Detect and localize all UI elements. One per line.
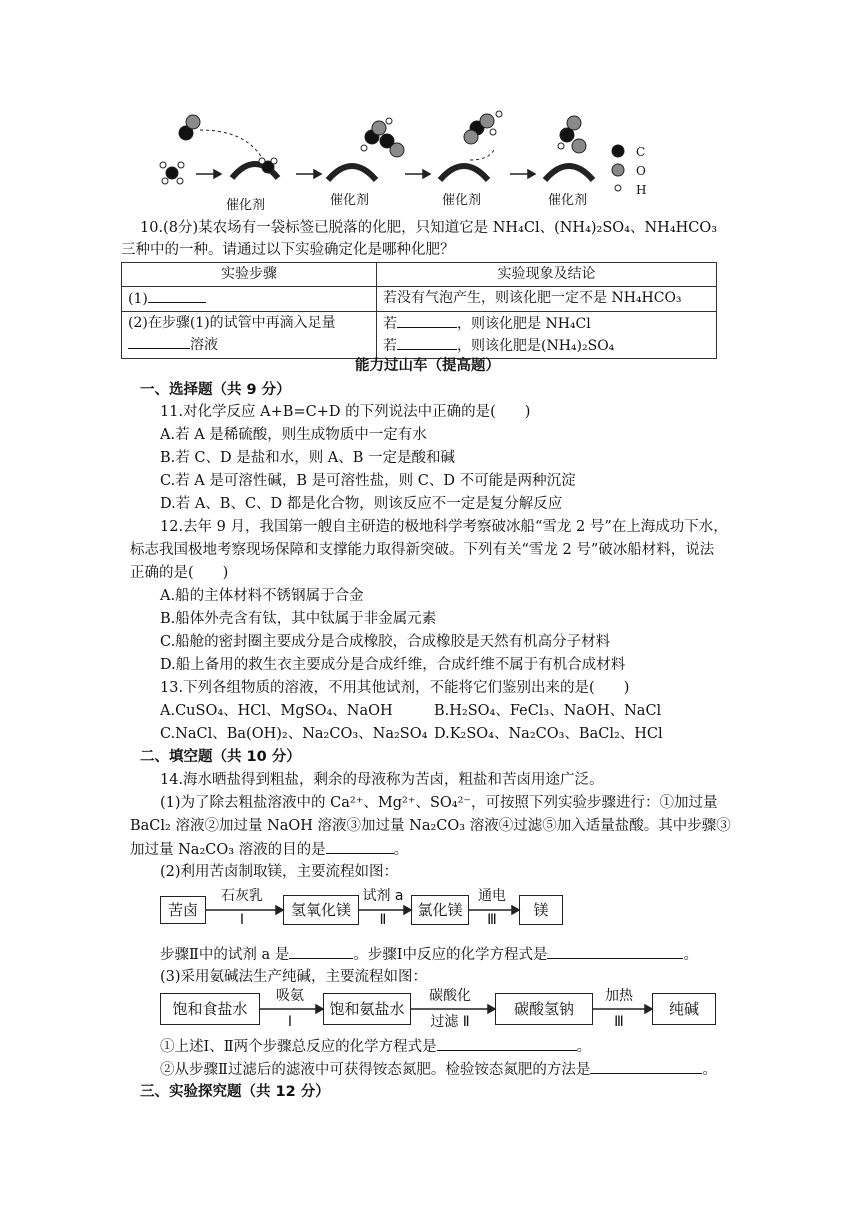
flow1-box-mg-hydroxide: 氢氧化镁	[283, 895, 359, 925]
q13-option-a: A.CuSO₄、HCl、MgSO₄、NaOH	[160, 703, 393, 719]
q13-option-c: C.NaCl、Ba(OH)₂、Na₂CO₃、Na₂SO₄	[160, 726, 428, 742]
flow1-arrow3-bottom: Ⅲ	[487, 912, 497, 928]
q12-option-b: B.船体外壳含有钛，其中钛属于非金属元素	[160, 611, 437, 627]
q14-3-2	[160, 1059, 717, 1080]
catalyst-label-1: 催化剂	[226, 198, 266, 213]
answer-blank[interactable]	[128, 334, 190, 349]
table-row2-result	[377, 312, 717, 359]
flow2-box-brine: 饱和食盐水	[160, 993, 260, 1025]
flow2-box-soda: 纯碱	[652, 993, 716, 1025]
catalyst-label-4: 催化剂	[548, 193, 588, 208]
q11-option-c: C.若 A 是可溶性碱，B 是可溶性盐，则 C、D 不可能是两种沉淀	[160, 473, 576, 489]
q12-stem-2: 标志我国极地考察现场保障和支撑能力取得新突破。下列有关“雪龙 2 号”破冰船材料，说法	[130, 542, 715, 558]
row2-result-a-pre: 若	[383, 316, 397, 332]
answer-blank[interactable]	[148, 288, 206, 303]
catalysis-diagram	[0, 0, 860, 215]
q10-line1: 10.(8分)某农场有一袋标签已脱落的化肥，只知道它是 NH₄Cl、(NH₄)₂SO₄、NH₄HCO₃	[140, 220, 718, 236]
experiment-table	[121, 262, 717, 359]
q14-1-question: 加过量 Na₂CO₃ 溶液的目的是	[130, 842, 326, 858]
flow2-arrow2-top: 碳酸化	[429, 988, 471, 1004]
answer-blank[interactable]	[289, 944, 353, 959]
q10-line2: 三种中的一种。请通过以下实验确定化是哪种化肥？	[121, 242, 455, 258]
q14-1-line2: BaCl₂ 溶液②加过量 NaOH 溶液③加过量 Na₂CO₃ 溶液④过滤⑤加入适量盐酸。其中步骤③	[130, 818, 731, 834]
flow2-arrow3-top: 加热	[605, 988, 633, 1004]
flow1-box-brine: 苦卤	[160, 896, 206, 924]
q14-2-a-pre: 步骤Ⅱ中的试剂 a 是	[160, 947, 290, 963]
q14-3-1-end: 。	[576, 1039, 592, 1055]
q12-option-d: D.船上备用的救生衣主要成分是合成纤维，合成纤维不属于有机合成材料	[160, 657, 626, 673]
answer-blank[interactable]	[437, 1036, 577, 1051]
q13-stem: 13.下列各组物质的溶液，不用其他试剂，不能将它们鉴别出来的是( )	[160, 680, 630, 696]
q13-option-d: D.K₂SO₄、Na₂CO₃、BaCl₂、HCl	[434, 726, 663, 742]
answer-blank[interactable]	[326, 839, 394, 854]
q11-option-a: A.若 A 是稀硫酸，则生成物质中一定有水	[160, 427, 427, 443]
row2-result-a-post: ，则该化肥是 NH₄Cl	[457, 316, 591, 332]
flow2-arrow2-bottom: 过滤 Ⅱ	[430, 1014, 470, 1030]
q14-1-end: 。	[393, 842, 409, 858]
part2-heading: 二、填空题（共 10 分）	[140, 749, 301, 765]
flow1-box-mg-chloride: 氯化镁	[411, 895, 469, 925]
q13-option-b: B.H₂SO₄、FeCl₃、NaOH、NaCl	[434, 703, 662, 719]
q11-option-b: B.若 C、D 是盐和水，则 A、B 一定是酸和碱	[160, 450, 456, 466]
q12-option-a: A.船的主体材料不锈钢属于合金	[160, 588, 364, 604]
flow1-arrow3-top: 通电	[478, 888, 506, 904]
q12-stem-1: 12.去年 9 月，我国第一艘自主研造的极地科学考察破冰船“雪龙 2 号”在上海成功下水，	[160, 519, 728, 535]
q14-intro: 14.海水晒盐得到粗盐，剩余的母液称为苦卤，粗盐和苦卤用途广泛。	[160, 772, 604, 788]
flow1-arrows	[0, 893, 860, 933]
catalyst-label-3: 催化剂	[442, 193, 482, 208]
q14-3-1-text: ①上述Ⅰ、Ⅱ两个步骤总反应的化学方程式是	[160, 1039, 437, 1055]
row2-result-b-post: ，则该化肥是(NH₄)₂SO₄	[457, 338, 615, 354]
q12-stem-3: 正确的是( )	[130, 565, 229, 581]
answer-blank[interactable]	[397, 313, 457, 328]
q14-3-intro: (3)采用氨碱法生产纯碱，主要流程如图：	[160, 969, 428, 985]
flow2-arrow1-bottom: Ⅰ	[287, 1014, 293, 1030]
table-row1-step	[122, 287, 377, 312]
q14-1-line3	[130, 839, 408, 860]
legend-c: C	[636, 145, 646, 159]
flow1-arrow1-top: 石灰乳	[221, 888, 263, 904]
part3-heading: 三、实验探究题（共 12 分）	[140, 1084, 330, 1100]
row2-step-line2: 溶液	[190, 337, 218, 353]
answer-blank[interactable]	[397, 335, 457, 350]
answer-blank[interactable]	[547, 944, 683, 959]
q11-option-d: D.若 A、B、C、D 都是化合物，则该反应不一定是复分解反应	[160, 496, 563, 512]
flow1-arrow2-bottom: Ⅱ	[379, 912, 387, 928]
q14-3-2-text: ②从步骤Ⅱ过滤后的滤液中可获得铵态氮肥。检验铵态氮肥的方法是	[160, 1062, 591, 1078]
table-header-step: 实验步骤	[122, 263, 377, 287]
q12-option-c: C.船舱的密封圈主要成分是合成橡胶，合成橡胶是天然有机高分子材料	[160, 634, 611, 650]
q11-stem: 11.对化学反应 A+B=C+D 的下列说法中正确的是( )	[160, 404, 531, 420]
catalyst-label-2: 催化剂	[330, 193, 370, 208]
table-header-result: 实验现象及结论	[377, 263, 717, 287]
flow1-arrow1-bottom: Ⅰ	[239, 912, 245, 928]
flow2-arrow3-bottom: Ⅲ	[614, 1014, 624, 1030]
q14-2-question	[160, 944, 698, 965]
flow2-box-ammonia-brine: 饱和氨盐水	[323, 993, 411, 1025]
answer-blank[interactable]	[590, 1059, 702, 1074]
flow1-arrow2-top: 试剂 a	[362, 888, 404, 904]
q14-3-2-end: 。	[702, 1062, 717, 1078]
legend-o: O	[636, 164, 646, 178]
q14-1-line1: (1)为了除去粗盐溶液中的 Ca²⁺、Mg²⁺、SO₄²⁻，可按照下列实验步骤进行：①加过量	[160, 795, 718, 811]
q14-2-a-end: 。	[683, 947, 698, 963]
q14-3-1	[160, 1036, 591, 1057]
section-title: 能力过山车（提高题）	[355, 358, 500, 374]
part1-heading: 一、选择题（共 9 分）	[140, 382, 291, 398]
legend-h: H	[636, 183, 647, 197]
flow2-arrow1-top: 吸氨	[276, 988, 304, 1004]
flow2-box-bicarbonate: 碳酸氢钠	[495, 993, 593, 1025]
table-row1-result: 若没有气泡产生，则该化肥一定不是 NH₄HCO₃	[377, 287, 717, 312]
row2-step-line1: (2)在步骤(1)的试管中再滴入足量	[128, 315, 336, 331]
flow1-box-magnesium: 镁	[519, 895, 563, 925]
table-row2-step	[122, 312, 377, 359]
row1-step-label: (1)	[128, 291, 148, 307]
q14-2-intro: (2)利用苦卤制取镁，主要流程如图：	[160, 864, 399, 880]
q14-2-a-mid: 。步骤Ⅰ中反应的化学方程式是	[353, 947, 548, 963]
row2-result-b-pre: 若	[383, 338, 397, 354]
